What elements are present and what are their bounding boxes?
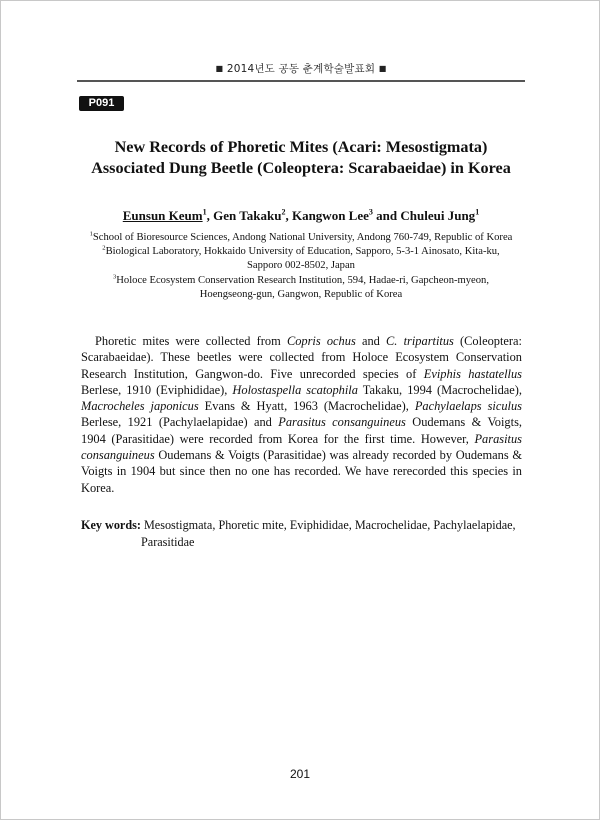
species-name: Macrocheles japonicus xyxy=(81,399,199,414)
affiliation-2-cont: Sapporo 002-8502, Japan xyxy=(247,260,355,272)
author-separator: , xyxy=(206,208,214,223)
species-name: Copris ochus xyxy=(286,334,356,348)
header-square-icon: ■ xyxy=(378,64,387,73)
header-rule xyxy=(77,80,525,82)
abstract-text: and xyxy=(355,334,387,348)
author-separator: , xyxy=(285,208,292,223)
title-line-2: Associated Dung Beetle (Coleoptera: Scarabaeidae) in Korea xyxy=(91,159,511,177)
affil-sup: 3 xyxy=(112,273,117,281)
author-affil-sup: 1 xyxy=(475,207,480,217)
keywords-label: Key words: xyxy=(81,518,141,532)
author-affil-sup: 3 xyxy=(368,207,373,217)
affiliation-2 xyxy=(77,245,525,259)
species-name: Pachylaelaps siculus xyxy=(414,399,522,414)
author-name-presenting: Eunsun Keum xyxy=(122,208,203,223)
affil-text: School of Bioresource Sciences, Andong National University, Andong 760-749, Republic of Korea xyxy=(92,232,513,243)
abstract-text: Berlese, 1910 (Eviphididae), xyxy=(81,382,233,397)
abstract-text: Berlese, 1921 (Pachylaelapidae) and xyxy=(81,415,279,430)
abstract-text: Oudemans & Voigts (Parasitidae) was already recorded by Oudemans & Voigts in 1904 but since then no one has recorded. We have rerecorded this species in Korea. xyxy=(81,448,522,495)
affil-text: Biological Laboratory, Hokkaido University of Education, Sapporo, 5-3-1 Ainosato, Kita-ku, xyxy=(105,246,500,258)
author-name: Kangwon Lee xyxy=(291,208,369,223)
affiliation-3-cont: Hoengseong-gun, Gangwon, Republic of Korea xyxy=(199,288,403,300)
author-name: Chuleui Jung xyxy=(400,208,476,223)
header-square-icon: ■ xyxy=(215,64,224,73)
abstract-body xyxy=(81,333,522,496)
keywords-line-1 xyxy=(81,517,531,534)
species-name: Parasitus consanguineus xyxy=(81,431,522,463)
affiliation-1 xyxy=(77,231,525,245)
abstract-text: Phoretic mites were collected from xyxy=(95,334,287,348)
abstract-code-badge: P091 xyxy=(79,96,124,111)
author-list xyxy=(77,208,525,224)
author-affil-sup: 2 xyxy=(281,207,286,217)
conference-header xyxy=(77,61,525,76)
author-affil-sup: 1 xyxy=(202,207,207,217)
abstract-text: (Coleoptera: Scarabaeidae). These beetles were collected from Holoce Ecosystem Conservation Research Institution, Gangwon-do. Five unrecorded species of xyxy=(81,334,522,381)
species-name: Parasitus consanguineus xyxy=(278,415,406,430)
species-name: Eviphis hastatellus xyxy=(423,366,522,381)
keywords xyxy=(81,517,531,550)
author-separator: and xyxy=(372,208,401,223)
affil-text: Holoce Ecosystem Conservation Research Institution, 594, Hadae-ri, Gapcheon-myeon, xyxy=(116,274,490,286)
affiliation-3 xyxy=(77,274,525,288)
paper-title xyxy=(77,137,525,179)
affil-sup: 2 xyxy=(102,244,106,252)
species-name: Holostaspella scatophila xyxy=(232,382,358,397)
page-number: 201 xyxy=(289,767,311,781)
affiliations xyxy=(77,231,525,302)
abstract-text: Oudemans & Voigts, 1904 (Parasitidae) were recorded from Korea for the first time. However, xyxy=(81,415,522,446)
keywords-list: Mesostigmata, Phoretic mite, Eviphididae, Macrochelidae, Pachylaelapidae, xyxy=(140,518,516,532)
conference-name: 2014년도 공동 춘계학술발표회 xyxy=(226,63,376,75)
species-name: C. tripartitus xyxy=(386,334,454,348)
title-line-1: New Records of Phoretic Mites (Acari: Mesostigmata) xyxy=(114,138,488,156)
affil-sup: 1 xyxy=(89,230,93,238)
keywords-line-2: Parasitidae xyxy=(141,534,195,549)
author-name: Gen Takaku xyxy=(213,208,282,223)
abstract-text: Evans & Hyatt, 1963 (Macrochelidae), xyxy=(198,399,415,414)
abstract-text: Takaku, 1994 (Macrochelidae), xyxy=(357,382,522,397)
